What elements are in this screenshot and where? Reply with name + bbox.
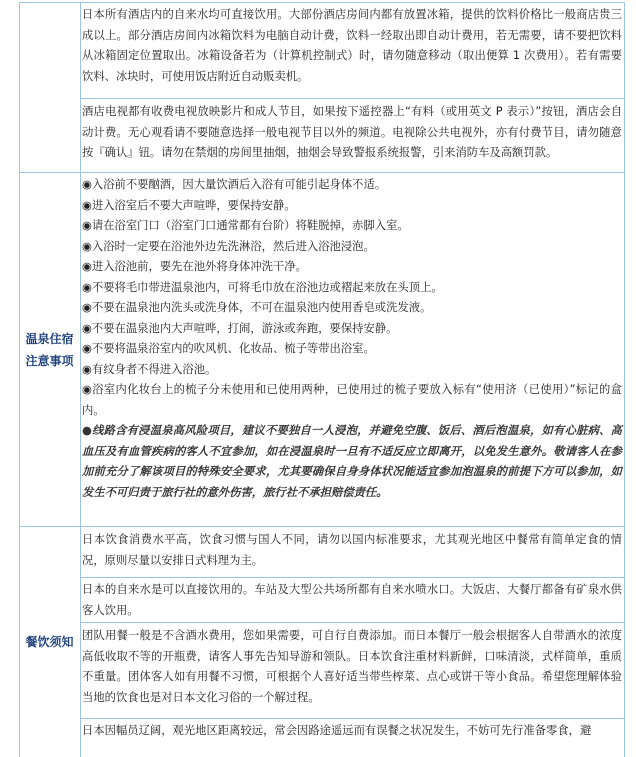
- rule-item: ◉进入浴室后不要大声喧哗，要保持安静。: [82, 198, 296, 212]
- safety-warning: ●线路含有浸温泉高风险项目，建议不要独自一人浸泡，并避免空腹、饭后、酒后泡温泉，如有心脏病、高血压及有血管疾病的客人不宜参加，如在浸温泉时一旦有不适反应立即离开，以免发生意外。敬请客人在参加前充分了解该项目的特殊安全要求，尤其要确保自身身体状况能适宜参加泡温泉的前提下方可以参加，如发生不可归责于旅行社的意外伤害，旅行社不承担赔偿责任。: [82, 424, 622, 499]
- dining-paragraph: 日本因幅员辽阔，观光地区距离较远，常会因路途遥远而有误餐之状况发生，不妨可先行准备零食，避: [82, 724, 592, 737]
- row-label-hot-spring: 温泉住宿注意事项: [25, 331, 74, 368]
- row-divider: [81, 98, 625, 99]
- rule-item: ◉请在浴室门口（浴室门口通常都有台阶）将鞋脱掉，赤脚入室。: [82, 219, 409, 232]
- rule-item: ◉不要在温泉池内大声喧哗，打闹，游泳或奔跑，要保持安静。: [82, 321, 398, 335]
- hotel-water-paragraph: 日本所有酒店内的自来水均可直接饮用。大部份酒店房间内都有放置冰箱，提供的饮料价格比一般商店贵三成以上。部分酒店房间内冰箱饮料为电脑自动计费，饮料一经取出即自动计费用，若无需要，请不要把饮料从冰箱固定位置取出。冰箱设备若为（计算机控制式）时，请勿随意移动（取出便算 1 次费用）。若有需要饮料、冰块时，可使用饭店附近自动贩卖机。: [82, 8, 622, 83]
- row-divider: [19, 2, 625, 3]
- row-divider: [81, 718, 625, 719]
- rule-item: ◉不要在温泉池内洗头或洗身体，不可在温泉池内使用香皂或洗发液。: [82, 301, 432, 314]
- rule-item: ◉不要将温泉浴室内的吹风机、化妆品、梳子等带出浴室。: [82, 342, 375, 355]
- rule-item: ◉浴室内化妆台上的梳子分未使用和已使用两种，已使用过的梳子要放入标有“使用济（已使用）”标记的盒内。: [82, 383, 622, 417]
- rule-item: ◉入浴时一定要在浴池外边先洗淋浴，然后进入浴池浸泡。: [82, 239, 375, 253]
- rule-item: ◉不要将毛巾带进温泉池内，可将毛巾放在浴池边或褶起来放在头顶上。: [82, 280, 443, 294]
- row-divider: [19, 526, 625, 527]
- rule-item: ◉入浴前不要酗酒，因大量饮酒后入浴有可能引起身体不适。: [82, 178, 387, 191]
- row-divider: [81, 622, 625, 623]
- row-divider: [19, 172, 625, 173]
- row-divider: [81, 577, 625, 578]
- dining-paragraph: 日本饮食消费水平高，饮食习惯与国人不同，请勿以国内标准要求，尤其观光地区中餐常有简单定食的情况，原则尽量以安排日式料理为主。: [82, 533, 622, 567]
- rule-item: ◉进入浴池前，要先在池外将身体冲洗干净。: [82, 260, 307, 273]
- dining-paragraph: 团队用餐一般是不含酒水费用，您如果需要，可自行自费添加。而日本餐厅一般会根据客人自带酒水的浓度高低收取不等的开瓶费，请客人事先告知导游和领队。日本饮食注重材料新鲜，口味清淡，式样简单，重质不重量。团体客人如有用餐不习惯，可根据个人喜好适当带些榨菜、点心或饼干等小食品。希望您理解体验当地的饮食也是对日本文化习俗的一个解过程。: [82, 629, 622, 704]
- dining-paragraph: 日本的自来水是可以直接饮用的。车站及大型公共场所都有自来水喷水口。大饭店、大餐厅都备有矿泉水供客人饮用。: [82, 583, 622, 617]
- table-border-column: [80, 2, 81, 757]
- table-border-right: [624, 2, 625, 757]
- rule-item: ◉有纹身者不得进入浴池。: [82, 362, 217, 376]
- hot-spring-rules: [82, 175, 622, 503]
- hotel-tv-paragraph: 酒店电视都有收费电视放映影片和成人节目，如果按下遥控器上“有料（或用英文 P 表示）”按钮，酒店会自动计费。无心观看请不要随意选择一般电视节目以外的频道。电视除公共电视外，亦有付费节目，请勿随意按『确认』钮。请勿在禁烟的房间里抽烟，抽烟会导致警报系统报警，引来消防车及高额罚款。: [82, 105, 622, 159]
- row-label-dining: 餐饮须知: [25, 635, 74, 649]
